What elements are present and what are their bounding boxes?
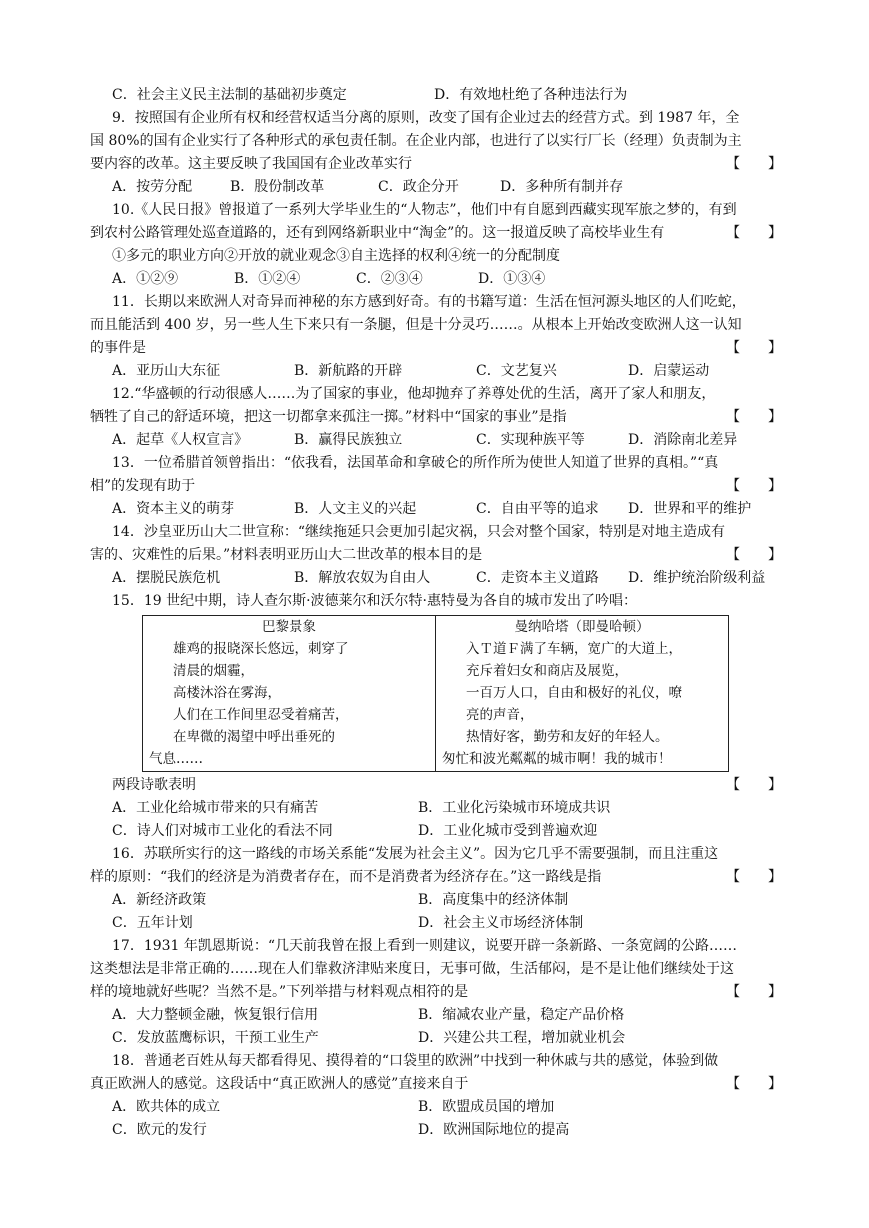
q17-stem-1: 17．1931 年凯恩斯说：“几天前我曾在报上看到一则建议，说要开辟一条新路、一条宽阔的公路…… — [112, 938, 738, 954]
answer-bracket: 【 】 — [726, 547, 782, 563]
q10-option-c: C．②③④ — [356, 271, 423, 287]
q9-stem-3 — [90, 153, 782, 176]
q10-option-a: A．①②⑨ — [112, 271, 179, 287]
q16-option-c: C．五年计划 — [112, 915, 193, 931]
q17-option-a: A．大力整顿金融，恢复银行信用 — [112, 1007, 319, 1023]
q14-option-a: A．摆脱民族危机 — [112, 570, 221, 586]
q15-stem: 15．19 世纪中期，诗人查尔斯·波德莱尔和沃尔特·惠特曼为各自的城市发出了吟唱： — [112, 593, 637, 609]
q10-options — [112, 268, 782, 291]
q14-option-d: D．维护统治阶级利益 — [628, 570, 766, 586]
answer-bracket: 【 】 — [726, 156, 782, 172]
poem-left-line: 人们在工作间里忍受着痛苦， — [173, 707, 349, 723]
q18-stem-2 — [90, 1073, 782, 1096]
q9-option-b: B．股份制改革 — [230, 179, 325, 195]
q18-option-b: B．欧盟成员国的增加 — [418, 1099, 555, 1115]
q9-option-d: D．多种所有制并存 — [500, 179, 624, 195]
poem-left-title: 巴黎景象 — [262, 619, 316, 635]
q13-option-b: B．人文主义的兴起 — [294, 501, 417, 517]
q12-stem-2 — [90, 406, 782, 429]
q14-stem-2 — [90, 544, 782, 567]
q16-option-b: B．高度集中的经济体制 — [418, 892, 569, 908]
poem-left-line: 在卑微的渴望中呼出垂死的 — [173, 729, 335, 745]
question-16 — [90, 843, 782, 935]
q10-stem-2 — [90, 222, 782, 245]
q17-stem-3-text: 样的境地就好些呢？当然不是。”下列举措与材料观点相符的是 — [90, 984, 469, 1000]
q10-items: ①多元的职业方向②开放的就业观念③自主选择的权利④统一的分配制度 — [112, 248, 560, 264]
poem-left-column — [143, 616, 435, 771]
q12-option-a: A．起草《人权宣言》 — [112, 432, 249, 448]
q16-options-row2 — [112, 912, 782, 935]
q11-option-a: A．亚历山大东征 — [112, 363, 221, 379]
q9-options — [112, 176, 782, 199]
question-17 — [90, 935, 782, 1050]
q13-options — [112, 498, 782, 521]
q15-option-c: C．诗人们对城市工业化的看法不同 — [112, 823, 333, 839]
question-18 — [90, 1050, 782, 1142]
q17-option-d: D．兴建公共工程，增加就业机会 — [418, 1030, 626, 1046]
q13-stem-2-text: 相”的发现有助于 — [90, 478, 196, 494]
q17-options-row1 — [112, 1004, 782, 1027]
question-14 — [90, 521, 782, 590]
q11-option-b: B．新航路的开辟 — [294, 363, 403, 379]
q14-options — [112, 567, 782, 590]
question-10 — [90, 199, 782, 291]
q8-option-c: C．社会主义民主法制的基础初步奠定 — [112, 87, 347, 103]
answer-bracket: 【 】 — [726, 478, 782, 494]
q11-options — [112, 360, 782, 383]
q16-stem-2-text: 样的原则：“我们的经济是为消费者存在，而不是消费者为经济存在。”这一路线是指 — [90, 869, 602, 885]
q16-stem-1: 16．苏联所实行的这一路线的市场关系能“发展为社会主义”。因为它几乎不需要强制，而且注重这 — [112, 846, 719, 862]
q10-option-d: D．①③④ — [478, 271, 546, 287]
poem-right-line: 入Ｔ道Ｆ满了车辆，宽广的大道上， — [466, 641, 682, 657]
q18-option-c: C．欧元的发行 — [112, 1122, 207, 1138]
q12-option-d: D．消除南北差异 — [628, 432, 738, 448]
answer-bracket: 【 】 — [726, 869, 782, 885]
q9-stem-1: 9．按照国有企业所有权和经营权适当分离的原则，改变了国有企业过去的经营方式。到 1987 年，全 — [112, 110, 740, 126]
answer-bracket: 【 】 — [726, 225, 782, 241]
q15-options-row2 — [112, 820, 782, 843]
q11-stem-2: 而且能活到 400 岁，另一些人生下来只有一条腿，但是十分灵巧……。从根本上开始改变欧洲人这一认知 — [90, 317, 742, 333]
poem-right-line: 亮的声音， — [466, 707, 534, 723]
q17-option-b: B．缩减农业产量，稳定产品价格 — [418, 1007, 625, 1023]
q17-options-row2 — [112, 1027, 782, 1050]
q16-option-d: D．社会主义市场经济体制 — [418, 915, 584, 931]
question-15 — [112, 590, 782, 843]
answer-bracket: 【 】 — [726, 1076, 782, 1092]
q18-stem-1: 18．普通老百姓从每天都看得见、摸得着的“口袋里的欧洲”中找到一种休戚与共的感觉，体验到做 — [112, 1053, 719, 1069]
q15-option-d: D．工业化城市受到普遍欢迎 — [418, 823, 598, 839]
q16-stem-2 — [90, 866, 782, 889]
poem-left-line: 清晨的烟霾， — [173, 663, 254, 679]
q17-option-c: C．发放蓝鹰标识，干预工业生产 — [112, 1030, 319, 1046]
q16-options-row1 — [112, 889, 782, 912]
q18-options-row2 — [112, 1119, 782, 1142]
q13-option-c: C．自由平等的追求 — [476, 501, 599, 517]
poem-right-line: 热情好客，勤劳和友好的年轻人。 — [466, 729, 669, 745]
answer-bracket: 【 】 — [726, 340, 782, 356]
question-9 — [90, 107, 782, 199]
q9-stem-3-text: 要内容的改革。这主要反映了我国国有企业改革实行 — [90, 156, 412, 172]
q15-tail — [112, 774, 782, 797]
q15-option-b: B．工业化污染城市环境成共识 — [418, 800, 611, 816]
poem-left-line: 雄鸡的报晓深长悠远，刺穿了 — [173, 641, 349, 657]
q14-stem-2-text: 害的、灾难性的后果。”材料表明亚历山大二世改革的根本目的是 — [90, 547, 483, 563]
poem-left-line: 气息…… — [149, 751, 203, 767]
q8-options — [112, 84, 782, 107]
q12-options — [112, 429, 782, 452]
q13-stem-1: 13．一位希腊首领曾指出：“依我看，法国革命和拿破仑的所作所为使世人知道了世界的真相。”“真 — [112, 455, 719, 471]
q9-stem-2: 国 80%的国有企业实行了各种形式的承包责任制。在企业内部，也进行了以实行厂长（经理）负责制为主 — [90, 133, 742, 149]
q15-option-a: A．工业化给城市带来的只有痛苦 — [112, 800, 319, 816]
poem-right-column — [435, 616, 728, 771]
q18-option-d: D．欧洲国际地位的提高 — [418, 1122, 570, 1138]
q10-stem-2-text: 到农村公路管理处巡查道路的，还有到网络新职业中“淘金”的。这一报道反映了高校毕业生有 — [90, 225, 665, 241]
q14-stem-1: 14．沙皇亚历山大二世宣称：“继续拖延只会更加引起灾祸，只会对整个国家，特别是对地主造成有 — [112, 524, 725, 540]
q18-options-row1 — [112, 1096, 782, 1119]
q12-stem-1: 12.“华盛顿的行动很感人……为了国家的事业，他却抛弃了养尊处优的生活，离开了家人和朋友， — [112, 386, 716, 402]
answer-bracket: 【 】 — [726, 409, 782, 425]
q12-stem-2-text: 牺牲了自己的舒适环境，把这一切都拿来孤注一掷。”材料中“国家的事业”是指 — [90, 409, 567, 425]
exam-page — [90, 84, 782, 1142]
q17-stem-2: 这类想法是非常正确的……现在人们靠救济津贴来度日，无事可做，生活郁闷，是不是让他们继续处于这 — [90, 961, 734, 977]
q16-option-a: A．新经济政策 — [112, 892, 207, 908]
q18-stem-2-text: 真正欧洲人的感觉。这段话中“真正欧洲人的感觉”直接来自于 — [90, 1076, 469, 1092]
q11-option-d: D．启蒙运动 — [628, 363, 710, 379]
q14-option-b: B．解放农奴为自由人 — [294, 570, 431, 586]
poem-right-line: 一百万人口，自由和极好的礼仪，嘹 — [466, 685, 682, 701]
q10-stem-1: 10.《人民日报》曾报道了一系列大学毕业生的“人物志”，他们中有自愿到西藏实现军旅之梦的，有到 — [112, 202, 737, 218]
poem-left-line: 高楼沐浴在雾海， — [173, 685, 281, 701]
question-11 — [90, 291, 782, 383]
question-12 — [90, 383, 782, 452]
q11-option-c: C．文艺复兴 — [476, 363, 557, 379]
q10-option-b: B．①②④ — [234, 271, 301, 287]
q17-stem-3 — [90, 981, 782, 1004]
q13-stem-2 — [90, 475, 782, 498]
question-13 — [90, 452, 782, 521]
q15-options-row1 — [112, 797, 782, 820]
poem-right-title: 曼纳哈塔（即曼哈顿） — [514, 619, 650, 635]
q11-stem-3-text: 的事件是 — [90, 340, 146, 356]
q13-option-a: A．资本主义的萌芽 — [112, 501, 235, 517]
q14-option-c: C．走资本主义道路 — [476, 570, 599, 586]
q15-tail-text: 两段诗歌表明 — [112, 777, 196, 793]
answer-bracket: 【 】 — [726, 984, 782, 1000]
q11-stem-3 — [90, 337, 782, 360]
poem-right-line: 充斥着妇女和商店及展览， — [466, 663, 628, 679]
q13-option-d: D．世界和平的维护 — [628, 501, 752, 517]
poem-right-line: 匆忙和波光粼粼的城市啊！我的城市！ — [442, 751, 672, 767]
q12-option-b: B．赢得民族独立 — [294, 432, 403, 448]
poem-table — [142, 615, 729, 772]
q9-option-a: A．按劳分配 — [112, 179, 193, 195]
q8-option-d: D．有效地杜绝了各种违法行为 — [434, 87, 628, 103]
q18-option-a: A．欧共体的成立 — [112, 1099, 221, 1115]
answer-bracket: 【 】 — [726, 777, 782, 793]
q9-option-c: C．政企分开 — [378, 179, 459, 195]
q11-stem-1: 11．长期以来欧洲人对奇异而神秘的东方感到好奇。有的书籍写道：生活在恒河源头地区的人们吃蛇， — [112, 294, 746, 310]
q12-option-c: C．实现种族平等 — [476, 432, 585, 448]
